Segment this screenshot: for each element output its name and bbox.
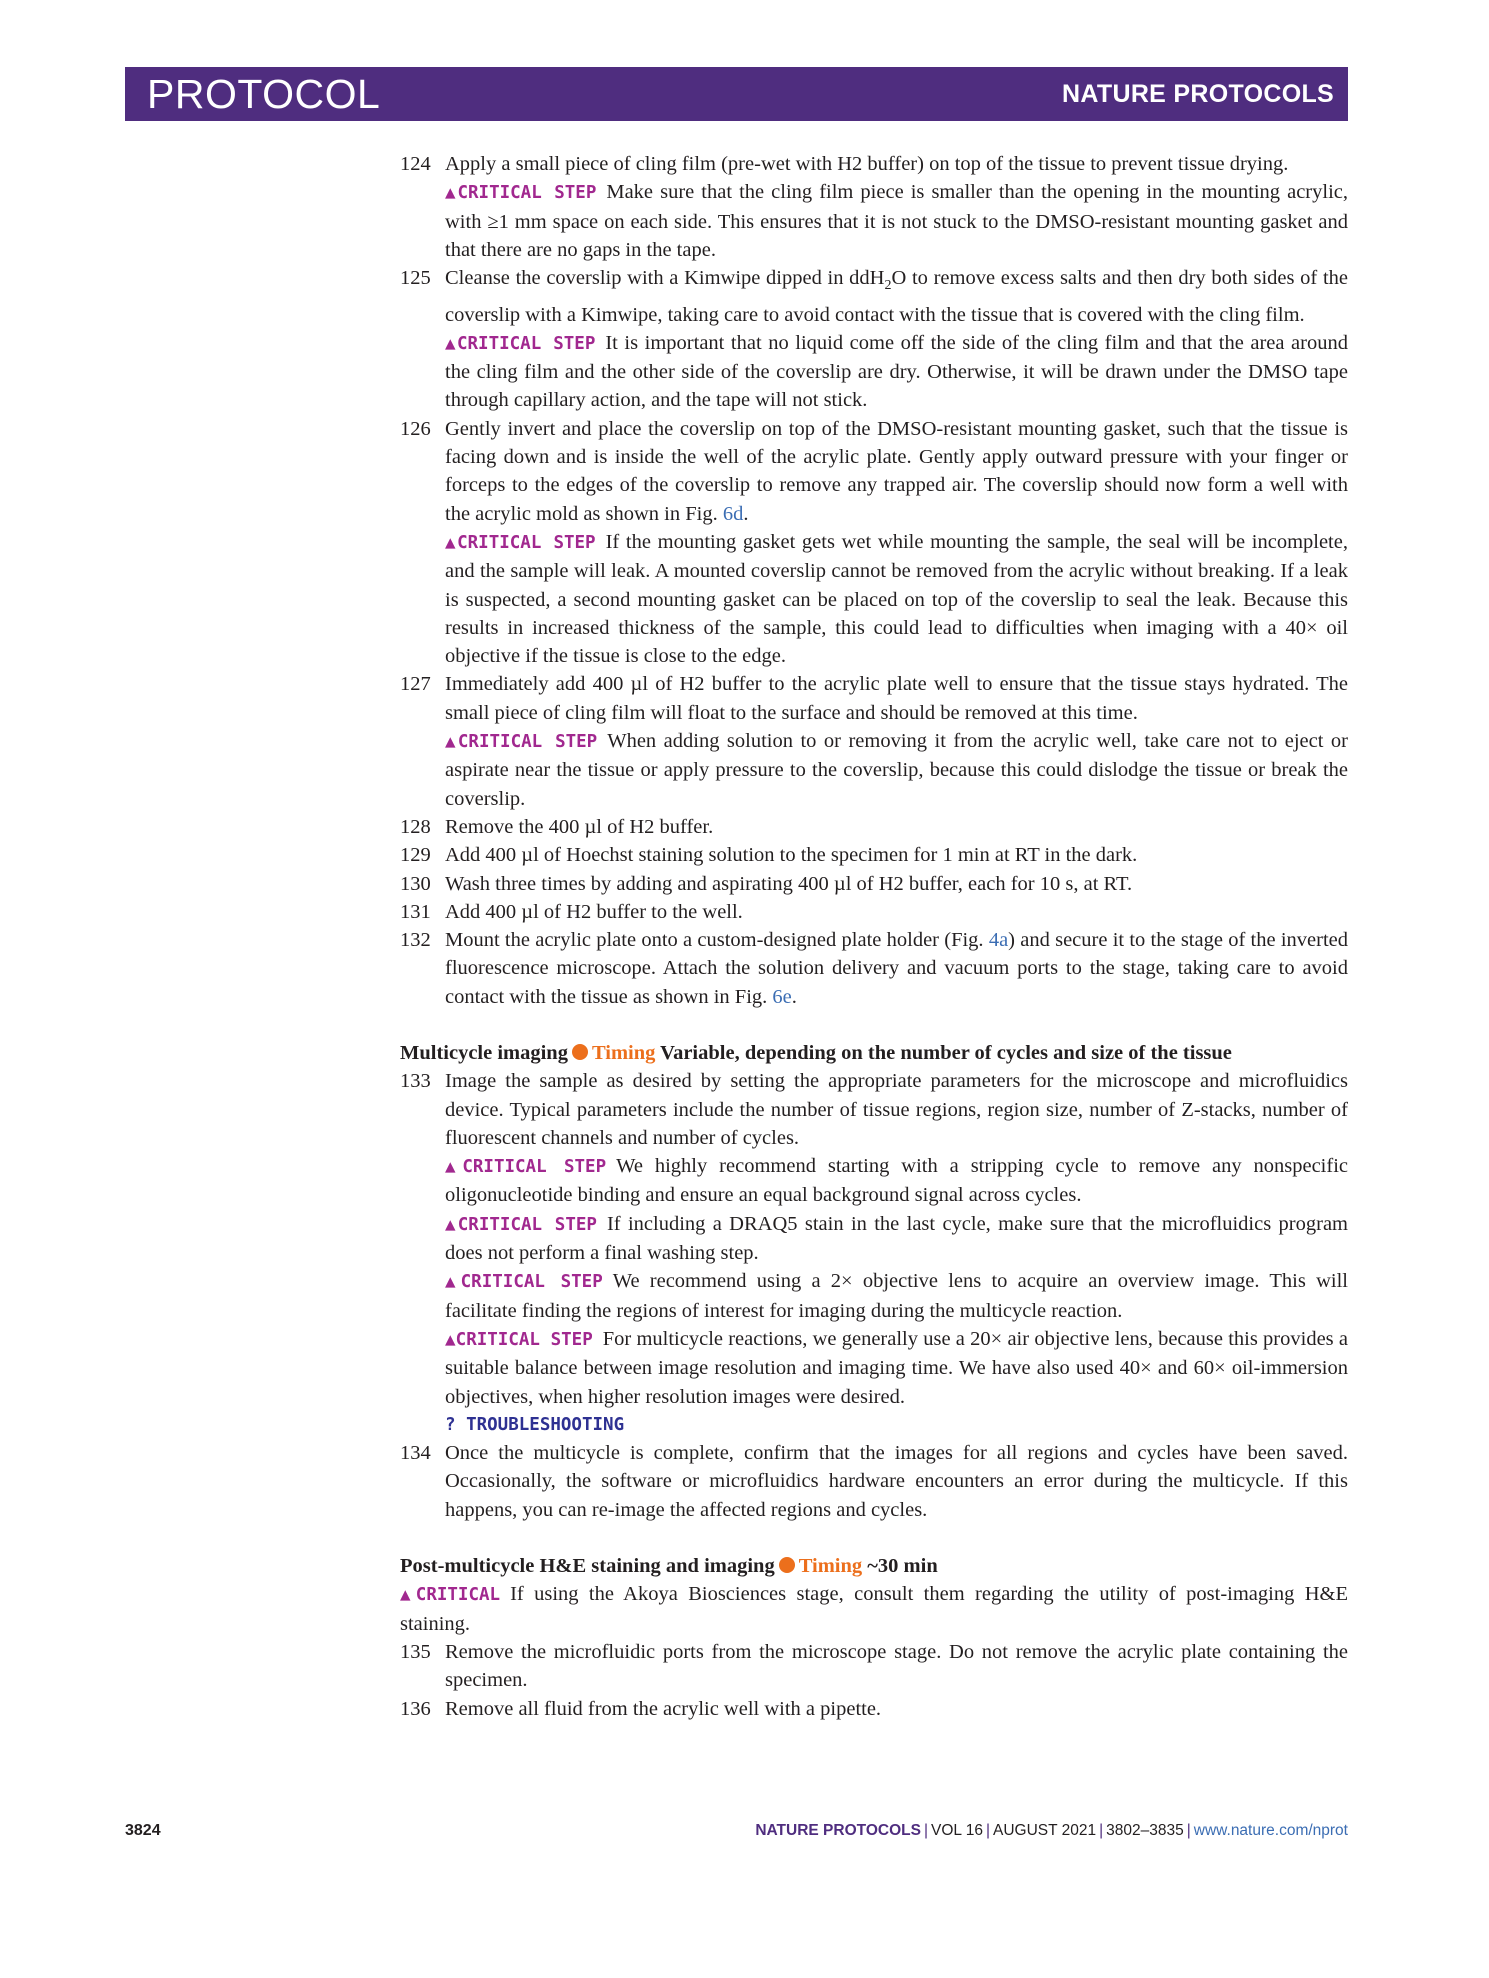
step-text: Remove the 400 µl of H2 buffer.	[445, 815, 714, 838]
header-banner	[125, 67, 1348, 121]
step-text: Image the sample as desired by setting the appropriate parameters for the microscope and microfluidics device. Typical parameters include the number of tissue regions, region size, number of Z-stacks, number of fluorescent channels and number of cycles.	[445, 1070, 1348, 1149]
critical-step-note: ▲CRITICAL STEP If including a DRAQ5 stain in the last cycle, make sure that the microfluidics program does not perform a final washing step.	[445, 1212, 1348, 1265]
timing-dot-icon	[779, 1557, 795, 1573]
step-129	[400, 841, 1348, 869]
step-126	[400, 415, 1348, 671]
step-128	[400, 813, 1348, 841]
section-heading-multicycle: Multicycle imaging Timing Variable, depending on the number of cycles and size of the tissue	[400, 1042, 1232, 1064]
step-text: Gently invert and place the coverslip on top of the DMSO-resistant mounting gasket, such that the tissue is facing down and is inside the well of the acrylic plate. Gently apply outward pressure with your finger or forceps to the edges of the coverslip to remove any trapped air. The coverslip should now form a well with the acrylic mold as shown in Fig. 6d.	[445, 417, 1348, 525]
step-number: 131	[400, 900, 431, 923]
figure-link[interactable]: 6e	[772, 985, 792, 1008]
step-number: 132	[400, 929, 431, 952]
step-127	[400, 670, 1348, 812]
step-text: Cleanse the coverslip with a Kimwipe dipped in ddH$_2$O to remove excess salts and then dry both sides of the coverslip with a Kimwipe, taking care to avoid contact with the tissue that is covered with the cling film.	[445, 267, 1348, 326]
critical-step-note: ▲CRITICAL STEP We highly recommend starting with a stripping cycle to remove any nonspecific oligonucleotide binding and ensure an equal background signal across cycles.	[445, 1155, 1348, 1207]
troubleshooting-link[interactable]: ? TROUBLESHOOTING	[445, 1414, 625, 1435]
step-number: 129	[400, 844, 431, 867]
main-content	[400, 150, 1348, 1723]
step-number: 125	[400, 267, 431, 290]
step-text: Mount the acrylic plate onto a custom-designed plate holder (Fig. 4a) and secure it to the stage of the inverted fluorescence microscope. Attach the solution delivery and vacuum ports to the stage, taking care to avoid contact with the tissue as shown in Fig. 6e.	[445, 929, 1348, 1008]
step-text: Apply a small piece of cling film (pre-wet with H2 buffer) on top of the tissue to prevent tissue drying.	[445, 153, 1289, 175]
journal-name: NATURE PROTOCOLS	[1062, 80, 1334, 108]
step-135	[400, 1638, 1348, 1695]
step-number: 127	[400, 673, 431, 696]
step-text: Add 400 µl of Hoechst staining solution to the specimen for 1 min at RT in the dark.	[445, 844, 1138, 867]
critical-step-note: ▲CRITICAL STEP If the mounting gasket gets wet while mounting the sample, the seal will be incomplete, and the sample will leak. A mounted coverslip cannot be removed from the acrylic without breaking. If a leak is suspected, a second mounting gasket can be placed on top of the coverslip to seal the leak. Because this results in increased thickness of the sample, this could lead to difficulties when imaging with a 40× oil objective if the tissue is close to the edge.	[445, 530, 1348, 668]
critical-step-note: ▲CRITICAL STEP It is important that no liquid come off the side of the cling film and that the area around the cling film and the other side of the coverslip are dry. Otherwise, it will be drawn under the DMSO tape through capillary action, and the tape will not stick.	[445, 331, 1348, 412]
critical-step-note: ▲CRITICAL STEP Make sure that the cling film piece is smaller than the opening in the mounting acrylic, with ≥1 mm space on each side. This ensures that it is not stuck to the DMSO-resistant mounting gasket and that there are no gaps in the tape.	[445, 181, 1348, 261]
critical-step-label: ▲CRITICAL STEP	[445, 183, 597, 204]
step-number: 128	[400, 815, 431, 838]
step-number: 135	[400, 1640, 431, 1663]
section-label: PROTOCOL	[147, 71, 381, 117]
step-text: Remove all fluid from the acrylic well with a pipette.	[445, 1697, 882, 1720]
step-number: 136	[400, 1697, 431, 1720]
step-132	[400, 926, 1348, 1011]
section-heading-he-staining: Post-multicycle H&E staining and imaging Timing ~30 min	[400, 1555, 938, 1578]
critical-step-note: ▲CRITICAL STEP For multicycle reactions, we generally use a 20× air objective lens, because this provides a suitable balance between image resolution and imaging time. We have also used 40× and 60× oil-immersion objectives, when higher resolution images were desired.	[445, 1327, 1348, 1408]
critical-step-label: ▲CRITICAL STEP	[445, 333, 596, 354]
step-number: 133	[400, 1070, 431, 1093]
timing-dot-icon	[572, 1044, 588, 1060]
critical-note: ▲CRITICAL If using the Akoya Biosciences stage, consult them regarding the utility of post-imaging H&E staining.	[400, 1583, 1348, 1635]
critical-step-label: ▲CRITICAL STEP	[445, 1272, 603, 1293]
critical-step-note: ▲CRITICAL STEP We recommend using a 2× objective lens to acquire an overview image. This will facilitate finding the regions of interest for imaging during the multicycle reaction.	[445, 1270, 1348, 1322]
timing-label: Timing	[798, 1555, 863, 1578]
step-number: 126	[400, 417, 431, 440]
critical-step-label: ▲CRITICAL STEP	[445, 732, 598, 753]
step-number: 124	[400, 153, 431, 175]
critical-step-label: ▲CRITICAL STEP	[445, 1329, 593, 1350]
footer-journal: NATURE PROTOCOLS	[755, 1822, 921, 1839]
critical-label: ▲CRITICAL	[400, 1585, 501, 1606]
figure-link[interactable]: 6d	[722, 502, 744, 525]
step-text: Wash three times by adding and aspirating 400 µl of H2 buffer, each for 10 s, at RT.	[445, 872, 1133, 895]
step-text: Immediately add 400 µl of H2 buffer to the acrylic plate well to ensure that the tissue stays hydrated. The small piece of cling film will float to the surface and should be removed at this time.	[445, 673, 1348, 724]
step-text: Once the multicycle is complete, confirm that the images for all regions and cycles have been saved. Occasionally, the software or microfluidics hardware encounters an error during the multicycle. If this happens, you can re-image the affected regions and cycles.	[445, 1442, 1348, 1521]
footer-url-link[interactable]: www.nature.com/nprot	[1193, 1822, 1348, 1839]
step-136	[400, 1695, 1348, 1723]
step-text: Add 400 µl of H2 buffer to the well.	[445, 900, 743, 923]
step-133	[400, 1067, 1348, 1439]
step-125	[400, 264, 1348, 415]
critical-step-label: ▲CRITICAL STEP	[445, 1157, 607, 1178]
critical-step-note: ▲CRITICAL STEP When adding solution to or removing it from the acrylic well, take care not to eject or aspirate near the tissue or apply pressure to the coverslip, because this could dislodge the tissue or break the coverslip.	[445, 730, 1348, 810]
page-number: 3824	[125, 1822, 161, 1839]
step-number: 134	[400, 1442, 431, 1465]
step-130	[400, 870, 1348, 898]
footer-citation: NATURE PROTOCOLS | VOL 16 | AUGUST 2021 | 3802–3835 | www.nature.com/nprot	[755, 1822, 1348, 1839]
timing-label: Timing	[591, 1042, 656, 1064]
step-131	[400, 898, 1348, 926]
step-text: Remove the microfluidic ports from the microscope stage. Do not remove the acrylic plate containing the specimen.	[445, 1640, 1348, 1692]
figure-link[interactable]: 4a	[988, 929, 1009, 952]
step-134	[400, 1439, 1348, 1524]
step-124	[400, 150, 1348, 264]
critical-step-label: ▲CRITICAL STEP	[445, 1214, 597, 1235]
step-number: 130	[400, 872, 431, 895]
critical-step-label: ▲CRITICAL STEP	[445, 532, 596, 553]
